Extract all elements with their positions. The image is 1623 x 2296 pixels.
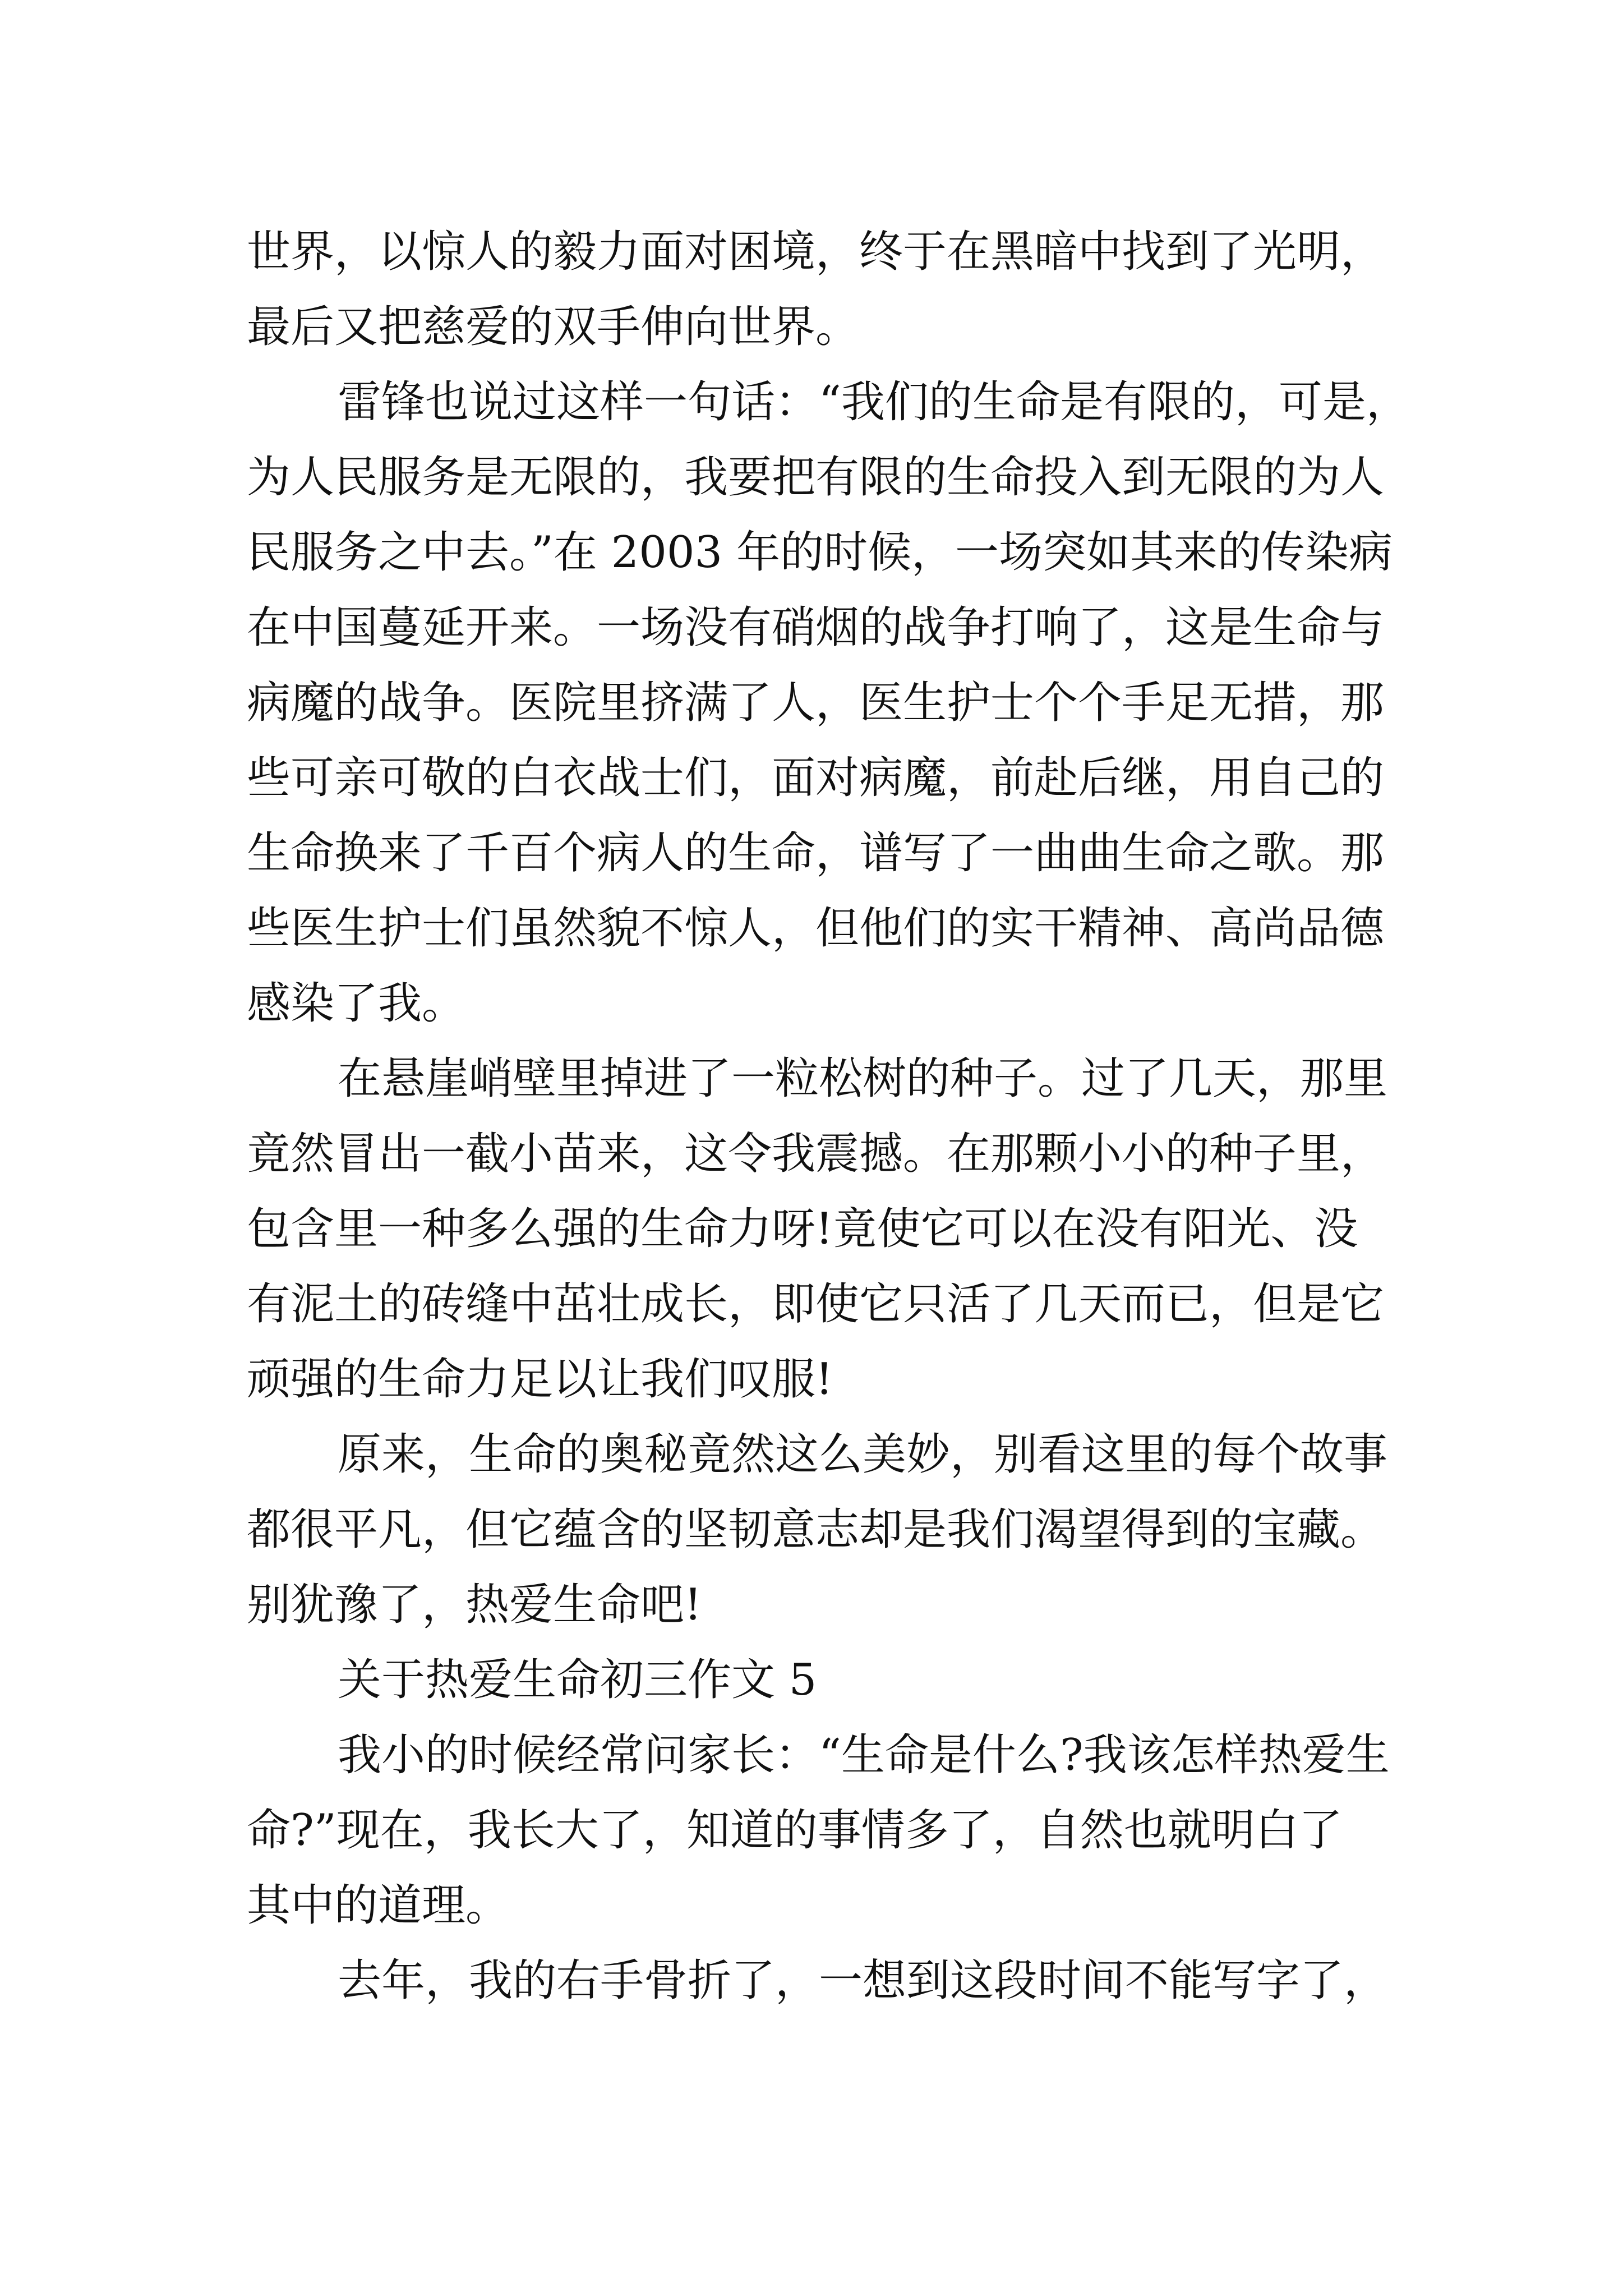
text-line: 有泥土的砖缝中茁壮成长，即使它只活了几天而已，但是它 — [247, 1279, 1385, 1329]
text-line: 民服务之中去。”在 2003 年的时候，一场突如其来的传染病 — [247, 527, 1393, 578]
text-line: 别犹豫了，热爱生命吧! — [247, 1580, 702, 1630]
text-line: 雷锋也说过这样一句话：“我们的生命是有限的，可是， — [338, 377, 1410, 427]
text-line: 生命换来了千百个病人的生命，谱写了一曲曲生命之歌。那 — [247, 828, 1385, 878]
text-line: 原来，生命的奥秘竟然这么美妙，别看这里的每个故事 — [338, 1429, 1388, 1480]
text-line: 其中的道理。 — [247, 1880, 510, 1931]
text-line: 病魔的战争。医院里挤满了人，医生护士个个手足无措，那 — [247, 678, 1385, 728]
text-line: 最后又把慈爱的双手伸向世界。 — [247, 302, 860, 352]
text-line: 在中国蔓延开来。一场没有硝烟的战争打响了，这是生命与 — [247, 602, 1385, 653]
text-line: 在悬崖峭壁里掉进了一粒松树的种子。过了几天，那里 — [338, 1053, 1388, 1104]
text-line: 命?”现在，我长大了，知道的事情多了，自然也就明白了 — [247, 1805, 1343, 1856]
text-line: 包含里一种多么强的生命力呀!竟使它可以在没有阳光、没 — [247, 1204, 1358, 1254]
text-line: 感染了我。 — [247, 978, 466, 1029]
text-line: 都很平凡，但它蕴含的坚韧意志却是我们渴望得到的宝藏。 — [247, 1504, 1385, 1555]
text-line: 世界，以惊人的毅力面对困境，终于在黑暗中找到了光明， — [247, 227, 1385, 277]
text-line: 竟然冒出一截小苗来，这令我震撼。在那颗小小的种子里， — [247, 1129, 1385, 1179]
text-line: 些可亲可敬的白衣战士们，面对病魔，前赴后继，用自己的 — [247, 753, 1385, 803]
text-line: 顽强的生命力足以让我们叹服! — [247, 1354, 833, 1405]
section-heading: 关于热爱生命初三作文 5 — [338, 1655, 817, 1705]
text-line: 去年，我的右手骨折了，一想到这段时间不能写字了， — [338, 1955, 1388, 2006]
text-line: 些医生护士们虽然貌不惊人，但他们的实干精神、高尚品德 — [247, 903, 1385, 954]
text-line: 我小的时候经常问家长：“生命是什么?我该怎样热爱生 — [338, 1730, 1390, 1780]
text-line: 为人民服务是无限的，我要把有限的生命投入到无限的为人 — [247, 452, 1385, 503]
